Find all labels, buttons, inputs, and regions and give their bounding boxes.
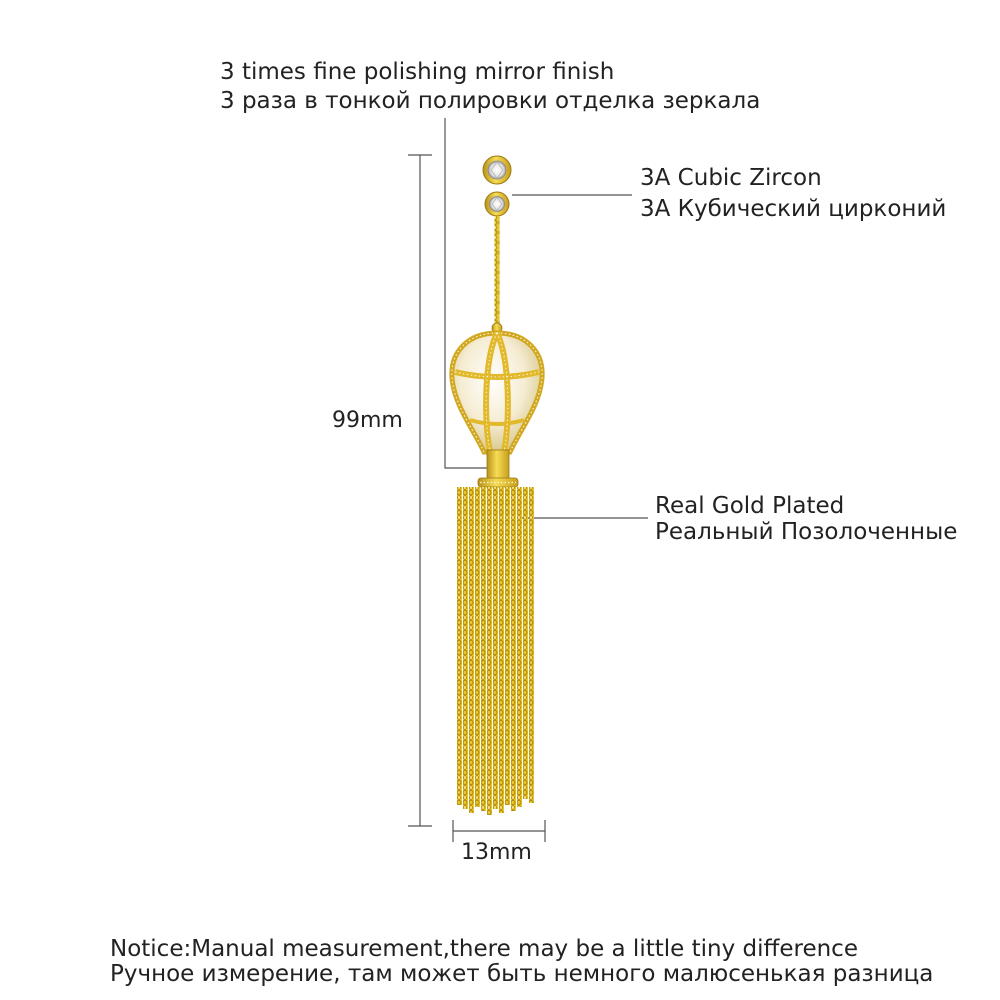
notice-ru: Ручное измерение, там может быть немного малюсенькая разница bbox=[110, 961, 934, 987]
polish-callout-ru: 3 раза в тонкой полировки отделка зеркала bbox=[220, 88, 761, 114]
polish-callout-en: 3 times fine polishing mirror finish bbox=[220, 59, 615, 85]
zircon-callout-ru: 3A Кубический цирконий bbox=[640, 196, 947, 222]
stud-gems bbox=[483, 156, 511, 216]
zircon-callout-en: 3A Cubic Zircon bbox=[640, 165, 822, 191]
width-dimension-label: 13mm bbox=[461, 840, 532, 865]
height-dimension-line bbox=[408, 155, 432, 826]
gold-callout-ru: Реальный Позолоченные bbox=[655, 519, 958, 545]
thin-chain bbox=[495, 216, 500, 326]
notice-en: Notice:Manual measurement,there may be a little tiny difference bbox=[110, 936, 858, 962]
tassel-chains bbox=[457, 487, 534, 815]
balloon-cage bbox=[452, 323, 542, 452]
gold-callout-en: Real Gold Plated bbox=[655, 493, 845, 519]
height-dimension-label: 99mm bbox=[332, 408, 403, 433]
width-dimension-line bbox=[453, 820, 545, 842]
